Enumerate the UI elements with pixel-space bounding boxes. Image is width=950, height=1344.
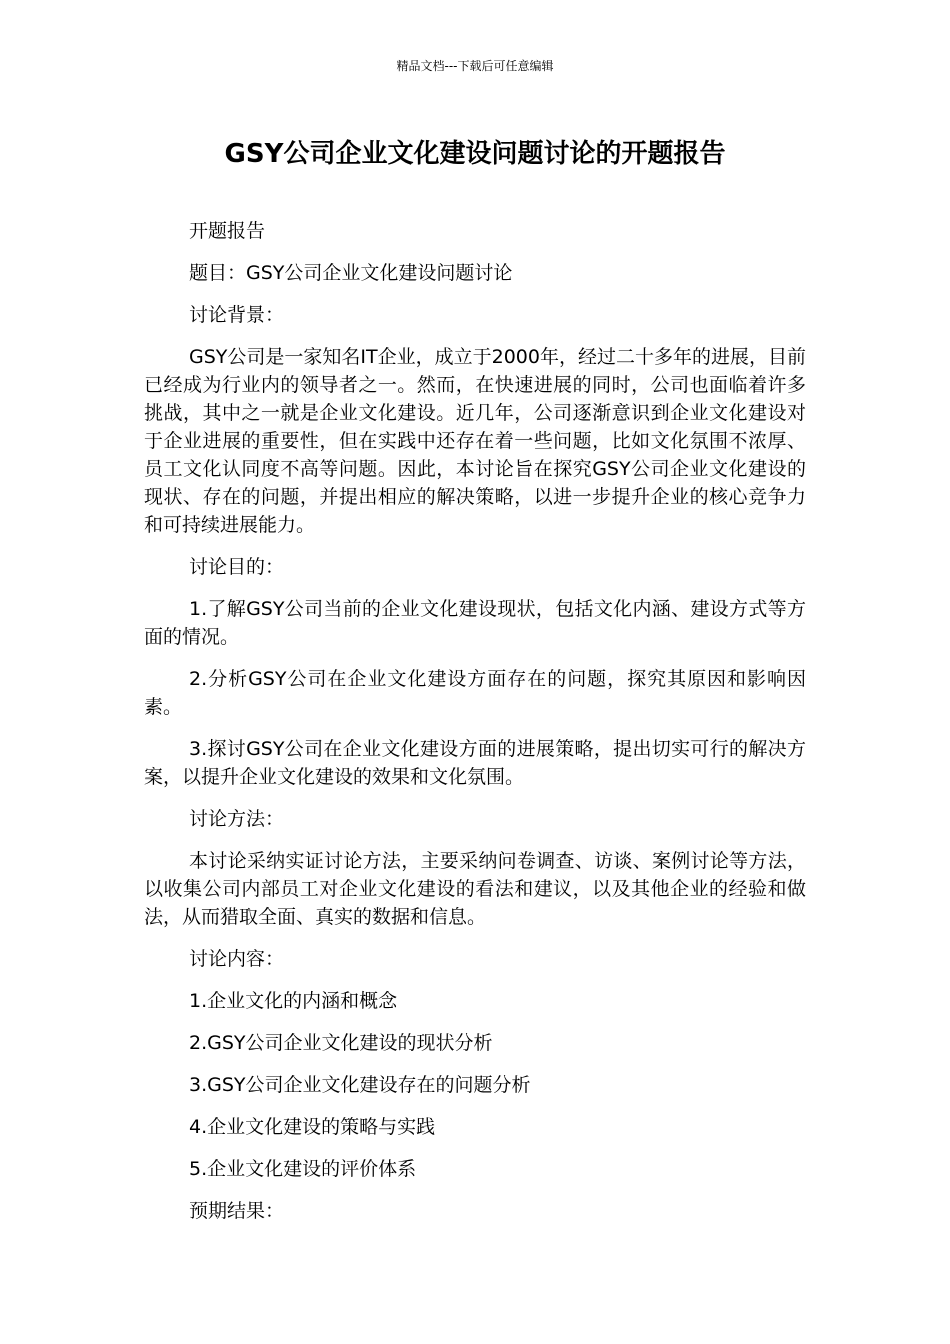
content-item-5: 5.企业文化建设的评价体系	[189, 1158, 417, 1180]
purpose-item-2: 2.分析GSY公司在企业文化建设方面存在的问题，探究其原因和影响因素。	[144, 668, 806, 718]
heading-purpose: 讨论目的：	[189, 556, 285, 578]
document-title: GSY公司企业文化建设问题讨论的开题报告	[224, 139, 726, 169]
paragraph-method: 本讨论采纳实证讨论方法，主要采纳问卷调查、访谈、案例讨论等方法，以收集公司内部员工对企业文化建设的看法和建议，以及其他企业的经验和做法，从而猎取全面、真实的数据和信息。	[144, 850, 806, 928]
purpose-item-1: 1.了解GSY公司当前的企业文化建设现状，包括文化内涵、建设方式等方面的情况。	[144, 598, 806, 648]
heading-method: 讨论方法：	[189, 808, 285, 830]
heading-background: 讨论背景：	[189, 304, 285, 326]
document-body	[144, 217, 806, 1239]
content-item-3: 3.GSY公司企业文化建设存在的问题分析	[189, 1074, 531, 1096]
paragraph-report-label: 开题报告	[189, 220, 266, 242]
heading-content: 讨论内容：	[189, 948, 285, 970]
content-item-4: 4.企业文化建设的策略与实践	[189, 1116, 436, 1138]
paragraph-background: GSY公司是一家知名IT企业，成立于2000年，经过二十多年的进展，目前已经成为行业内的领导者之一。然而，在快速进展的同时，公司也面临着许多挑战，其中之一就是企业文化建设。近几年，公司逐渐意识到企业文化建设对于企业进展的重要性，但在实践中还存在着一些问题，比如文化氛围不浓厚、员工文化认同度不高等问题。因此，本讨论旨在探究GSY公司企业文化建设的现状、存在的问题，并提出相应的解决策略，以进一步提升企业的核心竞争力和可持续进展能力。	[144, 346, 806, 536]
paragraph-topic: 题目：GSY公司企业文化建设问题讨论	[189, 262, 513, 284]
content-item-2: 2.GSY公司企业文化建设的现状分析	[189, 1032, 493, 1054]
content-item-1: 1.企业文化的内涵和概念	[189, 990, 398, 1012]
heading-expected-results: 预期结果：	[189, 1200, 285, 1222]
header-note: 精品文档---下载后可任意编辑	[396, 59, 554, 73]
purpose-item-3: 3.探讨GSY公司在企业文化建设方面的进展策略，提出切实可行的解决方案，以提升企业文化建设的效果和文化氛围。	[144, 738, 806, 788]
